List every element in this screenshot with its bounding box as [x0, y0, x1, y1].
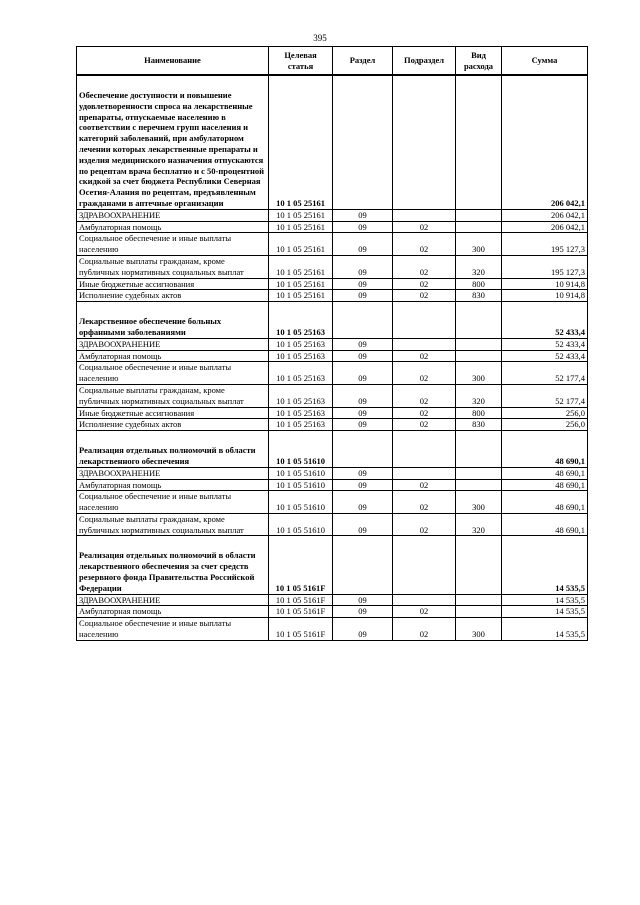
cell-name: ЗДРАВООХРАНЕНИЕ — [77, 209, 269, 221]
cell-code: 10 1 05 25163 — [269, 350, 333, 362]
cell-type: 320 — [456, 384, 502, 407]
table-row — [77, 513, 588, 536]
cell-section: 09 — [333, 221, 393, 233]
cell-type: 300 — [456, 491, 502, 514]
cell-name: Амбулаторная помощь — [77, 606, 269, 618]
table-row — [77, 338, 588, 350]
cell-code: 10 1 05 25161 — [269, 75, 333, 209]
cell-subsection: 02 — [393, 618, 456, 641]
cell-sum: 195 127,3 — [502, 233, 588, 256]
cell-name: Исполнение судебных актов — [77, 419, 269, 431]
cell-section: 09 — [333, 594, 393, 606]
cell-name: Лекарственное обеспечение больных орфанными заболеваниями — [77, 302, 269, 339]
header-section: Раздел — [333, 47, 393, 76]
cell-section: 09 — [333, 384, 393, 407]
cell-section — [333, 536, 393, 594]
cell-name: ЗДРАВООХРАНЕНИЕ — [77, 594, 269, 606]
table-row — [77, 221, 588, 233]
cell-section — [333, 75, 393, 209]
cell-name: Социальное обеспечение и иные выплаты населению — [77, 491, 269, 514]
table-section-row — [77, 536, 588, 594]
cell-name: Социальное обеспечение и иные выплаты населению — [77, 362, 269, 385]
cell-subsection: 02 — [393, 278, 456, 290]
cell-type: 830 — [456, 290, 502, 302]
table-header-row — [77, 47, 588, 76]
cell-type — [456, 479, 502, 491]
cell-subsection — [393, 467, 456, 479]
cell-subsection — [393, 536, 456, 594]
cell-sum: 10 914,8 — [502, 278, 588, 290]
cell-type — [456, 221, 502, 233]
cell-type — [456, 431, 502, 468]
cell-subsection: 02 — [393, 407, 456, 419]
cell-subsection — [393, 302, 456, 339]
cell-code: 10 1 05 5161F — [269, 618, 333, 641]
table-row — [77, 467, 588, 479]
table-row — [77, 233, 588, 256]
cell-subsection: 02 — [393, 290, 456, 302]
header-name: Наименование — [77, 47, 269, 76]
header-type: Вид расхода — [456, 47, 502, 76]
table-row — [77, 618, 588, 641]
cell-sum: 48 690,1 — [502, 513, 588, 536]
cell-type: 320 — [456, 255, 502, 278]
cell-code: 10 1 05 5161F — [269, 536, 333, 594]
cell-type: 800 — [456, 407, 502, 419]
cell-section: 09 — [333, 338, 393, 350]
cell-sum: 48 690,1 — [502, 479, 588, 491]
cell-section: 09 — [333, 513, 393, 536]
cell-sum: 206 042,1 — [502, 75, 588, 209]
table-row — [77, 419, 588, 431]
table-row — [77, 290, 588, 302]
cell-sum: 256,0 — [502, 419, 588, 431]
cell-section: 09 — [333, 491, 393, 514]
header-code: Целевая статья — [269, 47, 333, 76]
table-row — [77, 594, 588, 606]
table-section-row — [77, 75, 588, 209]
cell-type — [456, 594, 502, 606]
cell-name: Социальные выплаты гражданам, кроме публичных нормативных социальных выплат — [77, 384, 269, 407]
cell-code: 10 1 05 25161 — [269, 278, 333, 290]
cell-sum: 48 690,1 — [502, 431, 588, 468]
cell-name: Социальные выплаты гражданам, кроме публичных нормативных социальных выплат — [77, 255, 269, 278]
cell-sum: 14 535,5 — [502, 536, 588, 594]
cell-code: 10 1 05 51610 — [269, 467, 333, 479]
cell-name: Реализация отдельных полномочий в области лекарственного обеспечения за счет средств резервного фонда Правительства Российской Федерации — [77, 536, 269, 594]
cell-sum: 52 433,4 — [502, 302, 588, 339]
page-number: 395 — [313, 33, 327, 43]
cell-subsection — [393, 209, 456, 221]
cell-name: Амбулаторная помощь — [77, 479, 269, 491]
cell-code: 10 1 05 51610 — [269, 431, 333, 468]
cell-type: 300 — [456, 362, 502, 385]
cell-section: 09 — [333, 233, 393, 256]
cell-type: 300 — [456, 233, 502, 256]
cell-name: ЗДРАВООХРАНЕНИЕ — [77, 467, 269, 479]
cell-code: 10 1 05 25163 — [269, 302, 333, 339]
cell-code: 10 1 05 51610 — [269, 491, 333, 514]
cell-sum: 14 535,5 — [502, 618, 588, 641]
cell-type: 320 — [456, 513, 502, 536]
cell-sum: 195 127,3 — [502, 255, 588, 278]
cell-code: 10 1 05 51610 — [269, 513, 333, 536]
cell-type: 800 — [456, 278, 502, 290]
budget-table — [76, 46, 588, 641]
table-row — [77, 278, 588, 290]
table-row — [77, 384, 588, 407]
cell-subsection: 02 — [393, 221, 456, 233]
cell-subsection: 02 — [393, 362, 456, 385]
cell-sum: 256,0 — [502, 407, 588, 419]
table-body — [77, 75, 588, 640]
cell-code: 10 1 05 25161 — [269, 221, 333, 233]
header-subsection: Подраздел — [393, 47, 456, 76]
cell-section — [333, 302, 393, 339]
table-section-row — [77, 302, 588, 339]
cell-name: Социальные выплаты гражданам, кроме публичных нормативных социальных выплат — [77, 513, 269, 536]
cell-subsection: 02 — [393, 491, 456, 514]
cell-section: 09 — [333, 209, 393, 221]
cell-subsection: 02 — [393, 233, 456, 256]
cell-subsection: 02 — [393, 513, 456, 536]
cell-type — [456, 350, 502, 362]
table-row — [77, 606, 588, 618]
cell-code: 10 1 05 25161 — [269, 233, 333, 256]
cell-sum: 52 177,4 — [502, 384, 588, 407]
cell-sum: 14 535,5 — [502, 606, 588, 618]
cell-code: 10 1 05 25163 — [269, 384, 333, 407]
cell-name: Амбулаторная помощь — [77, 350, 269, 362]
cell-type — [456, 536, 502, 594]
cell-section: 09 — [333, 407, 393, 419]
cell-type — [456, 75, 502, 209]
cell-name: Иные бюджетные ассигнования — [77, 407, 269, 419]
cell-sum: 14 535,5 — [502, 594, 588, 606]
table-row — [77, 209, 588, 221]
cell-section: 09 — [333, 479, 393, 491]
cell-code: 10 1 05 25163 — [269, 419, 333, 431]
table-row — [77, 350, 588, 362]
cell-subsection: 02 — [393, 419, 456, 431]
table-row — [77, 479, 588, 491]
cell-subsection — [393, 75, 456, 209]
cell-sum: 52 433,4 — [502, 338, 588, 350]
cell-sum: 52 177,4 — [502, 362, 588, 385]
cell-code: 10 1 05 25163 — [269, 362, 333, 385]
table-row — [77, 255, 588, 278]
cell-subsection: 02 — [393, 384, 456, 407]
cell-sum: 48 690,1 — [502, 491, 588, 514]
cell-section: 09 — [333, 606, 393, 618]
cell-sum: 52 433,4 — [502, 350, 588, 362]
cell-subsection — [393, 594, 456, 606]
cell-code: 10 1 05 5161F — [269, 594, 333, 606]
header-sum: Сумма — [502, 47, 588, 76]
cell-code: 10 1 05 25161 — [269, 290, 333, 302]
table-row — [77, 407, 588, 419]
cell-section: 09 — [333, 255, 393, 278]
cell-sum: 206 042,1 — [502, 221, 588, 233]
cell-name: Обеспечение доступности и повышение удовлетворенности спроса на лекарственные препараты, отпускаемые населению в соответствии с перечнем групп населения и категорий заболеваний, при амбулаторном лечении которых лекарственные препараты и изделия медицинского назначения отпускаются по рецептам врача бесплатно и с 50-процентной скидкой за счет бюджета Республики Северная Осетия-Алания по рецептам, предъявленным гражданами в аптечные организации — [77, 75, 269, 209]
cell-section: 09 — [333, 350, 393, 362]
cell-code: 10 1 05 51610 — [269, 479, 333, 491]
cell-subsection — [393, 431, 456, 468]
cell-name: Социальное обеспечение и иные выплаты населению — [77, 233, 269, 256]
cell-type — [456, 302, 502, 339]
cell-sum: 206 042,1 — [502, 209, 588, 221]
cell-subsection — [393, 338, 456, 350]
cell-name: Иные бюджетные ассигнования — [77, 278, 269, 290]
cell-section: 09 — [333, 290, 393, 302]
cell-code: 10 1 05 25161 — [269, 209, 333, 221]
cell-name: Реализация отдельных полномочий в области лекарственного обеспечения — [77, 431, 269, 468]
cell-section — [333, 431, 393, 468]
cell-type — [456, 606, 502, 618]
cell-code: 10 1 05 25163 — [269, 338, 333, 350]
cell-section: 09 — [333, 618, 393, 641]
cell-subsection: 02 — [393, 606, 456, 618]
cell-name: Амбулаторная помощь — [77, 221, 269, 233]
cell-subsection: 02 — [393, 255, 456, 278]
cell-type — [456, 209, 502, 221]
cell-type — [456, 338, 502, 350]
cell-section: 09 — [333, 362, 393, 385]
cell-code: 10 1 05 5161F — [269, 606, 333, 618]
cell-section: 09 — [333, 278, 393, 290]
cell-type: 300 — [456, 618, 502, 641]
cell-section: 09 — [333, 419, 393, 431]
cell-section: 09 — [333, 467, 393, 479]
cell-name: Исполнение судебных актов — [77, 290, 269, 302]
cell-sum: 48 690,1 — [502, 467, 588, 479]
cell-type — [456, 467, 502, 479]
table-row — [77, 491, 588, 514]
cell-subsection: 02 — [393, 350, 456, 362]
cell-type: 830 — [456, 419, 502, 431]
cell-code: 10 1 05 25161 — [269, 255, 333, 278]
cell-subsection: 02 — [393, 479, 456, 491]
cell-code: 10 1 05 25163 — [269, 407, 333, 419]
cell-sum: 10 914,8 — [502, 290, 588, 302]
table-row — [77, 362, 588, 385]
cell-name: ЗДРАВООХРАНЕНИЕ — [77, 338, 269, 350]
cell-name: Социальное обеспечение и иные выплаты населению — [77, 618, 269, 641]
table-section-row — [77, 431, 588, 468]
